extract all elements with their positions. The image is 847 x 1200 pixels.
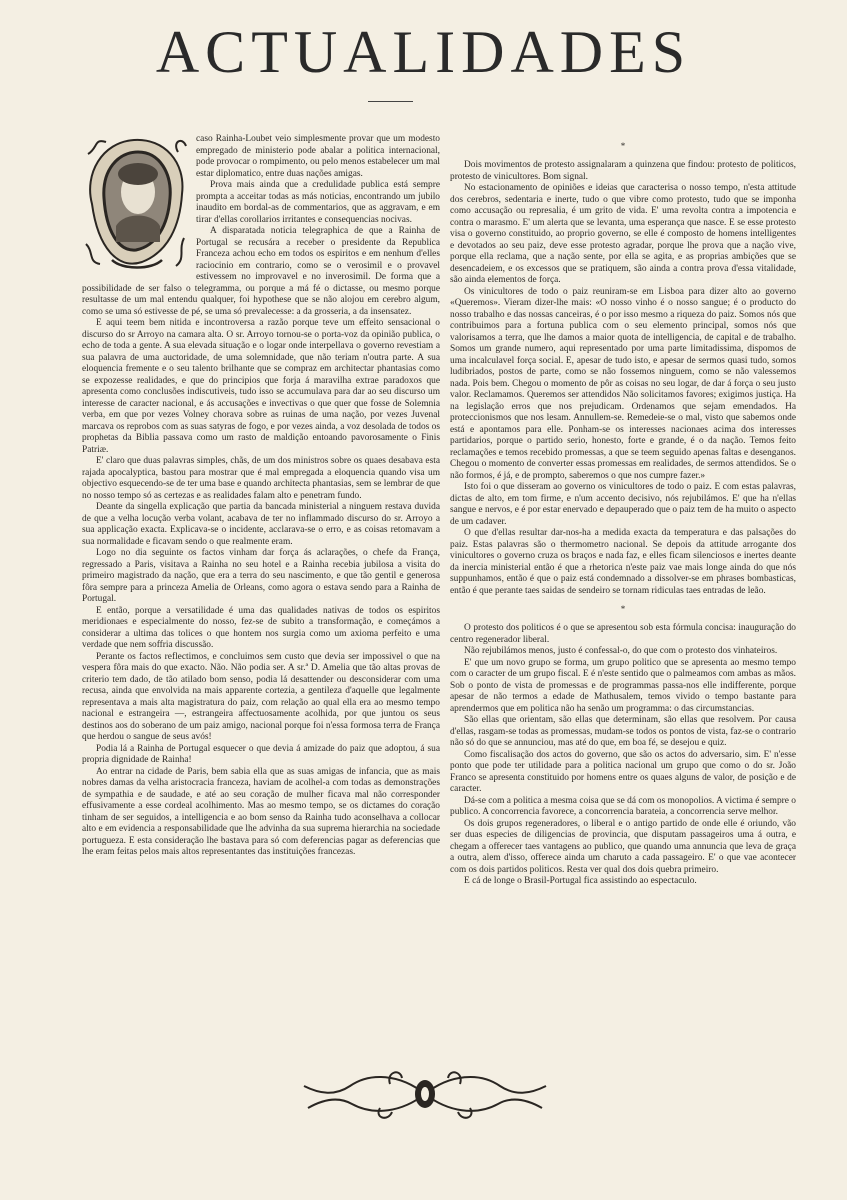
- paragraph: E então, porque a versatilidade é uma das qualidades nativas de todos os espiritos meridionaes e especialmente do nosso, fez-se de subito a transformação, e começámos a considerar a ultima das tolices o que hontem nos surgia como um axioma perfeito e uma verdade que nem soffria discussão.: [82, 605, 440, 650]
- paragraph: Logo no dia seguinte os factos vinham dar força ás aclarações, o chefe da França, regressado a Paris, visitava a Rainha no seu hotel e a Rainha recebia jubilosa a visita do primeiro magistrado da nação, que era a terra do seu nascimento, e que tão gentil e generosa fôra sempre para a princeza Amelia de Orleans, como agora o estava sendo para a Rainha de Portugal.: [82, 548, 440, 604]
- paragraph: E cá de longe o Brasil-Portugal fica assistindo ao espectaculo.: [464, 876, 697, 886]
- paragraph: São ellas que orientam, são ellas que determinam, são ellas que resolvem. Por causa d'ellas, rasgam-se todas as promessas, mudam-se todos os pontos de vista, faz-se o contrario não só do que se annunciou, mas até do que, em boa fé, se desejou e quiz.: [450, 715, 796, 748]
- left-column: [82, 134, 440, 859]
- paragraph: A disparatada noticia telegraphica de que a Rainha de Portugal se recusára a receber o presidente da Republica Franceza achou echo em todos os espiritos e em nenhum d'elles raciocinio em contrario, como se o verosimil e o provavel estivessem no improvavel e no inverosimil. De forma que a possibilidade de ser falso o telegramma, ou porque a má fé o dictasse, ou mesmo porque resultasse de um mal entendu qualquer, foi hypothese que se não alojou em cerebro algum, como se uma só estivesse de pé, se uma só prevalecesse: a da grosseria, a da insensatez.: [82, 226, 440, 317]
- section-separator: *: [620, 604, 626, 614]
- paragraph: Dois movimentos de protesto assignalaram a quinzena que findou: protesto de politicos, protesto de vinicultores. Bom signal.: [450, 160, 796, 182]
- paragraph: Dá-se com a politica a mesma coisa que se dá com os monopolios. A victima é sempre o publico. A concorrencia favorece, a concorrencia barateia, a concorrencia serve melhor.: [450, 795, 796, 817]
- section-separator: *: [620, 141, 626, 151]
- paragraph: Perante os factos reflectimos, e concluimos sem custo que devia ser impossivel o que na vespera fôra mais do que exacto. Não. Não podia ser. A sr.ª D. Amelia que tão altas provas de criterio tem dado, de tão atilado bom senso, podia lá desattender ou desconsiderar com uma recusa, ainda que envolvida na mais apparente cortezia, a gentileza d'aquelle que legalmente representava a mais alta magistratura do paiz, com relação ao qual ella era ao mesmo tempo nacional e estrangeira —, estrangeira affectuosamente acolhida, por que juntou os seus destinos aos do soberano de um paiz amigo, nacional porque foi n'essa formosa terra de França que herdou o sangue de seus avós!: [82, 651, 440, 742]
- paragraph: E' que um novo grupo se forma, um grupo politico que se apresenta ao mesmo tempo com o caracter de um grupo fiscal. E é n'este sentido que o palmeamos com ambas as mãos. Sob o ponto de vista de promessas e de programmas passa-nos elle indifferente, porque apesar de não termos a edade de Mathusalem, temos vivido o tempo bastante para aprendermos que em politica não ha senão um programma: o das circumstancias.: [450, 657, 796, 714]
- paragraph: Deante da singella explicação que partia da bancada ministerial a ninguem restava duvida de que a velha locução verba volant, acabava de ter no inflammado discurso do sr. Arroyo a sua applicação exacta. Explicava-se o incidente, acclarava-se o erro, e as coisas retomavam a sua normalidade e ficavam sendo o que realmente eram.: [82, 502, 440, 547]
- paragraph: O protesto dos politicos é o que se apresentou sob esta fórmula concisa: inauguração do centro regenerador liberal.: [450, 623, 796, 645]
- paragraph: Os dois grupos regeneradores, o liberal e o antigo partido de onde elle é oriundo, vão ser duas especies de diligencias de provincia, que disputam passageiros uma á outra, e chegam a offerecer taes vantagens ao publico, que quando uma annuncia que leva de graça a outra, alem d'isso, offerece ainda um charuto a cada passageiro. E' o que vae acontecer com os dois partidos politicos. Resta ver qual dos dois quebra primeiro.: [450, 818, 796, 875]
- masthead-title: ACTUALIDADES: [155, 19, 692, 85]
- floral-ornament-icon: [290, 1064, 560, 1124]
- right-column: [450, 134, 796, 888]
- paragraph: E aqui teem bem nitida e incontroversa a razão porque teve um effeito sensacional o discurso do sr Arroyo na camara alta. O sr. Arroyo tornou-se o porta-voz da opinião publica, o echo de toda a gente. A sua elevada situação e o logar onde interpellava o governo revestiam a sua palavra de uma auctoridade, de uma solemnidade, que não teriam n'outra parte. A sua eloquencia fremente e o seu talento brilhante que se compraz em architectar phantasias como se expozesse realidades, e que do principios que forja á maravilha extrae paradoxos que apresenta como conclusões indiscutiveis, tudo isso se accumulava para dar ao seu discurso um interesse de caracter nacional, e ás accusações e invectivas o que quer que fosse de Solemnia verba, em que por vezes Volney chorava sobre as ruinas de uma nação, por vezes Juvenal marcava os reprobos com as suas satyras de fogo, e por vezes ainda, a voz desolada de todos os prophetas da Biblia passava como um rasto de maldição entoando pavorosamente o Finis Patriæ.: [82, 318, 440, 455]
- paragraph: Como fiscalisação dos actos do governo, que são os actos do adversario, sim. E' n'esse ponto que pode ter utilidade para a politica nacional um grupo que como o do sr. João Franco se apresenta constituido por homens entre os quaes alguns de valor, de posição e de caracter.: [450, 749, 796, 794]
- paragraph: Isto foi o que disseram ao governo os vinicultores de todo o paiz. E com estas palavras, dictas de alto, em tom firme, e n'um accento decisivo, nós rejubilámos. E' que ha n'ellas sangue e nervos, e é por estar enervado e depauperado que o paiz tem de ha muito o aspecto de um cadaver.: [450, 482, 796, 527]
- paragraph: Os vinicultores de todo o paiz reuniram-se em Lisboa para dizer alto ao governo «Queremos». Vieram dizer-lhe mais: «O nosso vinho é o nosso sangue; é o producto do nosso trabalho e das nossas canceiras, é o por isso mesmo a riqueza do paiz. Somos nós que contribuimos para a fortuna publica com o seu elemento principal, somos nós que valorisamos a terra, que lhe damos a maior quota de intelligencia, de capital e de trabalho. Somos um grande numero, aqui representado por uma parte limitadissima, dispomos de uma incalculavel força social. E, apesar de tudo isto, e apesar de sermos quasi tudo, somos ludibriados, postos de parte, como se não fossemos ninguem, como se não valessemos nada. Pois bem. Chegou o momento de pôr as coisas no seu logar, de dar á força o seu justo valor. Reclamamos. Queremos ser attendidos Não solicitamos favores; exigimos justiça. Ha na legislação erros que nos prejudicam. Ordenamos que sejam emendados. Ha proteccionismos que nos lesam. Annullem-se. Remedeie-se o mal, visto que sabemos onde está e apontamos para elle. Ponham-se os interesses nacionaes acima dos interesses partidarios, porque o partido serio, honesto, forte e grande, é o da nação. Temos feito reclamações e temos recebido promessas, a que se teem seguido apenas faltas e desenganos. Chegou o momento de converter essas promessas em realidades, de sermos attendidos. Se o não formos, é já, e de prompto, saberemos o que nos cumpre fazer.»: [450, 286, 796, 481]
- title-rule: [368, 101, 413, 102]
- paragraph: O que d'ellas resultar dar-nos-ha a medida exacta da temperatura e das palsações do paiz. Estas palavras são o thermometro nacional. Se depois da attitude arrogante dos vinicultores o governo cruza os braços e nada faz, e elles ficam silenciosos e inertes deante da inercia ministerial então é que a rhetorica n'este paiz vae mais longe ainda do que nós suppunhamos, então é que o paiz está condemnado a dissolver-se em phrases bombasticas, então é que perante taes saidas de sendeiro se tornam ridiculas taes entradas de leão.: [450, 528, 796, 596]
- paragraph: E' claro que duas palavras simples, chãs, de um dos ministros sobre os quaes desabava esta rajada apocalyptica, bastou para mostrar que é mal empregada a eloquencia quando visa um objectivo esquecendo-se de ter uma base e quando architecta phantasias, sem se lembrar de que no nosso tempo só as certezas e as realidades falam alto e penetram fundo.: [82, 456, 440, 501]
- paragraph: Prova mais ainda que a credulidade publica está sempre prompta a acceitar todas as más noticias, encontrando um jubilo inaudito em bordal-as de commentarios, que as aggravam, e em tirar d'ellas corollarios irritantes e consequencias nocivas.: [196, 180, 440, 225]
- paragraph: No estacionamento de opiniões e ideias que caracterisa o nosso tempo, n'esta attitude dos cerebros, sedentaria e inerte, tudo o que vibre como protesto, tudo que se imponha como accusação ou represalia, é um grito de vida. E' uma revolta contra a impotencia e contra o marasmo. E' um alerta que se levanta, uma esperança que nasce. E se esse protesto visa o governo constituido, ao proprio governo, se elle é composto de homens intelligentes e devotados ao seu paiz, deve esse protesto agradar, porque lhe prova que a nação vive, porque ella reclama, que a nação sente, por ella se agita, e as proprias ambições que se desencadeiem, e os excessos que se pratiquem, são ainda a contra prova d'essa vitalidade, são ainda elementos de força.: [450, 183, 796, 285]
- paragraph: caso Rainha-Loubet veio simplesmente provar que um modesto empregado de ministerio pode abalar a politica internacional, pode provocar o rompimento, ou pelo menos estabelecer um mal estar diplomatico, entre duas nações amigas.: [196, 134, 440, 179]
- paragraph: Ao entrar na cidade de Paris, bem sabia ella que as suas amigas de infancia, que as mais nobres damas da velha aristocracia franceza, haviam de acolhel-a com todas as demonstrações de sympathia e de saudade, e até ao seu coração de mulher ficava mal não corresponder effusivamente a esse cordeal acolhimento. Mas ao mesmo tempo, se os dictames do coração tinham de ser seguidos, a intelligencia e ao bom senso da Rainha tudo aconselhava a collocar alto e em evidencia a responsabilidade que lhe advinha da sua suprema hierarchia na sociedade portugueza. E esta consideração lhe bastava para só com deferencias pagar as deferencias que lhe eram feitas pelos mais altos representantes das instituições francezas.: [82, 766, 440, 857]
- paragraph: Não rejubilámos menos, justo é confessal-o, do que com o protesto dos vinhateiros.: [464, 646, 778, 656]
- portrait-initial-medallion-icon: [82, 134, 190, 272]
- paragraph: Podia lá a Rainha de Portugal esquecer o que devia á amizade do paiz que adoptou, á sua propria dignidade de Rainha!: [82, 743, 440, 765]
